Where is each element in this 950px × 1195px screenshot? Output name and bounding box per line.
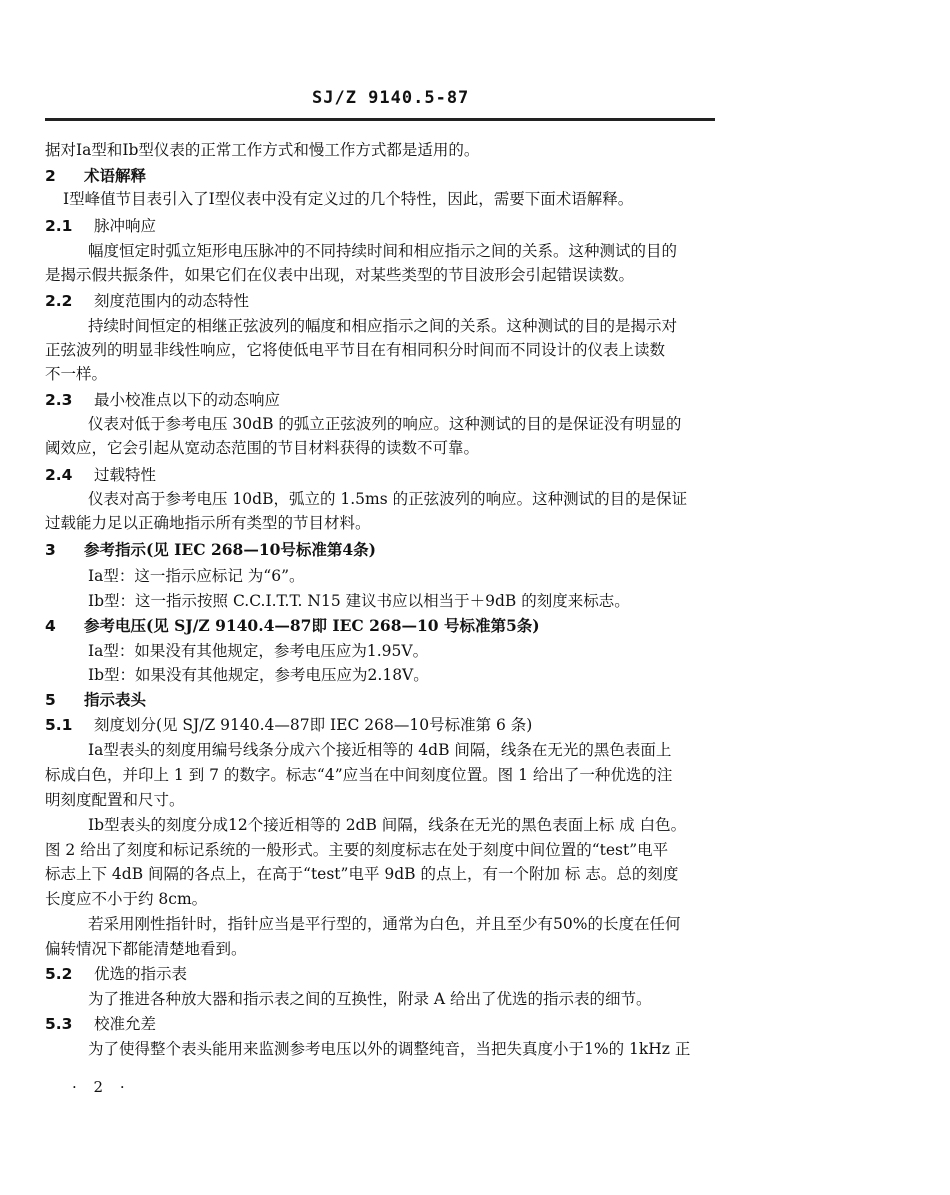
section-heading-5-3 <box>45 1014 725 1034</box>
body-line: 是揭示假共振条件，如果它们在仪表中出现，对某些类型的节目波形会引起错误读数。 <box>45 266 635 284</box>
body-line: 过载能力足以正确地指示所有类型的节目材料。 <box>45 514 371 532</box>
section-number: 5.1 <box>45 716 73 734</box>
body-line: Ⅰa型表头的刻度用编号线条分成六个接近相等的 4dB 间隔，线条在无光的黑色表面上 <box>88 741 672 759</box>
page-number: · 2 · <box>72 1078 131 1096</box>
section-number: 2.3 <box>45 391 73 409</box>
section-heading-2 <box>45 166 725 186</box>
body-line: 标成白色，并印上 1 到 7 的数字。标志“4”应当在中间刻度位置。图 1 给出了一种优选的注 <box>45 766 673 784</box>
section-heading-2-1 <box>45 216 725 236</box>
header-rule <box>45 118 715 121</box>
section-title: 脉冲响应 <box>93 217 156 235</box>
body-line: 正弦波列的明显非线性响应，它将使低电平节目在有相同积分时间而不同设计的仪表上读数 <box>45 341 666 359</box>
section-title: 术语解释 <box>83 166 146 185</box>
section-number: 2.2 <box>45 292 73 310</box>
body-line: Ⅰb型：如果没有其他规定，参考电压应为2.18V。 <box>88 666 429 684</box>
section-number: 2.4 <box>45 466 73 484</box>
section-title: 优选的指示表 <box>93 965 187 983</box>
body-line: 标志上下 4dB 间隔的各点上，在高于“test”电平 9dB 的点上，有一个附加 标 志。总的刻度 <box>45 865 679 883</box>
section-heading-4 <box>45 616 725 636</box>
body-line: 若采用刚性指针时，指针应当是平行型的，通常为白色，并且至少有50%的长度在任何 <box>88 915 681 933</box>
section-number: 4 <box>45 617 56 635</box>
body-line: Ⅰb型：这一指示按照 C.C.I.T.T. N15 建议书应以相当于＋9dB 的刻度来标志。 <box>88 592 630 610</box>
body-line: Ⅰa型：这一指示应标记 为“6”。 <box>88 567 305 585</box>
section-number: 3 <box>45 541 56 559</box>
body-line: Ⅰb型表头的刻度分成12个接近相等的 2dB 间隔，线条在无光的黑色表面上标 成 白色。 <box>88 816 687 834</box>
section-title: 指示表头 <box>83 690 146 709</box>
section-number: 5.3 <box>45 1015 73 1033</box>
section-heading-5-2 <box>45 964 725 984</box>
body-line: 长度应不小于约 8cm。 <box>45 890 208 908</box>
body-line: 为了推进各种放大器和指示表之间的互换性，附录 A 给出了优选的指示表的细节。 <box>88 990 652 1008</box>
section-heading-2-4 <box>45 465 725 485</box>
section-number: 5 <box>45 691 56 709</box>
section-title: 参考指示(见 IEC 268—10号标准第4条) <box>83 540 377 559</box>
body-line: 持续时间恒定的相继正弦波列的幅度和相应指示之间的关系。这种测试的目的是揭示对 <box>88 317 678 335</box>
section-heading-5 <box>45 690 725 710</box>
body-line: 偏转情况下都能清楚地看到。 <box>45 940 247 958</box>
standard-id: SJ/Z 9140.5-87 <box>312 88 470 108</box>
body-line: 图 2 给出了刻度和标记系统的一般形式。主要的刻度标志在处于刻度中间位置的“test”电平 <box>45 841 669 859</box>
body-line: Ⅰ型峰值节目表引入了Ⅰ型仪表中没有定义过的几个特性，因此，需要下面术语解释。 <box>63 190 634 208</box>
section-number: 2 <box>45 167 56 185</box>
section-number: 2.1 <box>45 217 73 235</box>
section-title: 刻度划分(见 SJ/Z 9140.4—87即 IEC 268—10号标准第 6 条) <box>93 716 533 734</box>
section-heading-5-1 <box>45 715 725 735</box>
body-line: 据对Ⅰa型和Ⅰb型仪表的正常工作方式和慢工作方式都是适用的。 <box>45 141 480 159</box>
body-line: 明刻度配置和尺寸。 <box>45 791 185 809</box>
section-title: 校准允差 <box>93 1015 156 1033</box>
section-heading-3 <box>45 540 725 560</box>
section-title: 过载特性 <box>93 466 156 484</box>
section-heading-2-3 <box>45 390 725 410</box>
body-line: 仪表对高于参考电压 10dB，弧立的 1.5ms 的正弦波列的响应。这种测试的目的是保证 <box>88 490 688 508</box>
body-line: 为了使得整个表头能用来监测参考电压以外的调整纯音，当把失真度小于1%的 1kHz 正 <box>88 1040 691 1058</box>
section-title: 最小校准点以下的动态响应 <box>93 391 280 409</box>
body-line: 仪表对低于参考电压 30dB 的弧立正弦波列的响应。这种测试的目的是保证没有明显的 <box>88 415 682 433</box>
section-number: 5.2 <box>45 965 73 983</box>
section-title: 参考电压(见 SJ/Z 9140.4—87即 IEC 268—10 号标准第5条) <box>83 616 540 635</box>
section-title: 刻度范围内的动态特性 <box>93 292 249 310</box>
body-line: 幅度恒定时弧立矩形电压脉冲的不同持续时间和相应指示之间的关系。这种测试的目的 <box>88 242 678 260</box>
body-line: 不一样。 <box>45 365 108 383</box>
body-line: Ⅰa型：如果没有其他规定，参考电压应为1.95V。 <box>88 642 429 660</box>
body-line: 阈效应，它会引起从宽动态范围的节目材料获得的读数不可靠。 <box>45 439 480 457</box>
section-heading-2-2 <box>45 291 725 311</box>
